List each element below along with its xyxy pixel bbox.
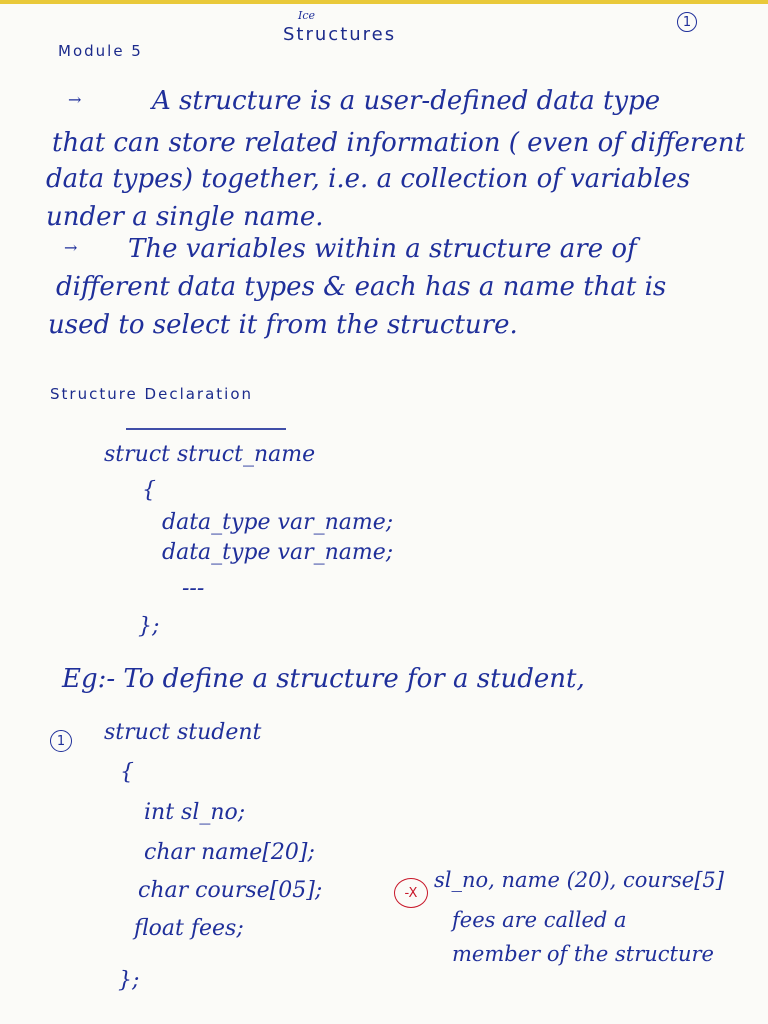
member-note-2: fees are called a xyxy=(452,908,627,932)
red-x-mark-text: -X xyxy=(404,885,418,901)
intro-line-7: used to select it from the structure. xyxy=(48,310,518,340)
notebook-page xyxy=(0,4,768,1024)
red-x-mark xyxy=(394,878,428,908)
decl-line-6: }; xyxy=(138,614,160,639)
example-line-5: char course[05]; xyxy=(138,878,323,903)
decl-line-2: { xyxy=(142,478,156,503)
small-header-mark: Ice xyxy=(298,9,316,22)
example-line-7: }; xyxy=(118,968,140,993)
intro-line-5: The variables within a structure are of xyxy=(128,234,637,264)
module-label: Module 5 xyxy=(58,42,143,60)
page-title: Structures xyxy=(283,24,397,45)
example-line-2: { xyxy=(120,760,134,785)
heading-underline xyxy=(126,428,286,430)
intro-line-6: different data types & each has a name that is xyxy=(56,272,667,302)
intro-line-3: data types) together, i.e. a collection of variables xyxy=(46,164,691,194)
decl-line-3: data_type var_name; xyxy=(162,510,394,535)
example-number xyxy=(50,730,72,752)
decl-line-5: --- xyxy=(182,576,205,601)
example-line-6: float fees; xyxy=(134,916,244,941)
example-line-3: int sl_no; xyxy=(144,800,246,825)
page-number xyxy=(677,12,697,32)
example-line-4: char name[20]; xyxy=(144,840,315,865)
intro-line-2: that can store related information ( even of different xyxy=(52,128,745,158)
arrow-2: → xyxy=(64,238,78,257)
intro-line-1: A structure is a user-defined data type xyxy=(152,86,661,116)
decl-line-1: struct struct_name xyxy=(104,442,316,467)
example-line-1: struct student xyxy=(104,720,262,745)
page-number-text: 1 xyxy=(682,14,692,30)
member-note-3: member of the structure xyxy=(452,942,714,966)
member-note-1: sl_no, name (20), course[5] xyxy=(434,868,724,892)
intro-line-4: under a single name. xyxy=(46,202,324,232)
decl-line-4: data_type var_name; xyxy=(162,540,394,565)
example-number-text: 1 xyxy=(56,733,66,749)
arrow-1: → xyxy=(68,90,82,109)
declaration-heading: Structure Declaration xyxy=(50,385,254,403)
example-intro: Eg:- To define a structure for a student, xyxy=(62,664,585,694)
